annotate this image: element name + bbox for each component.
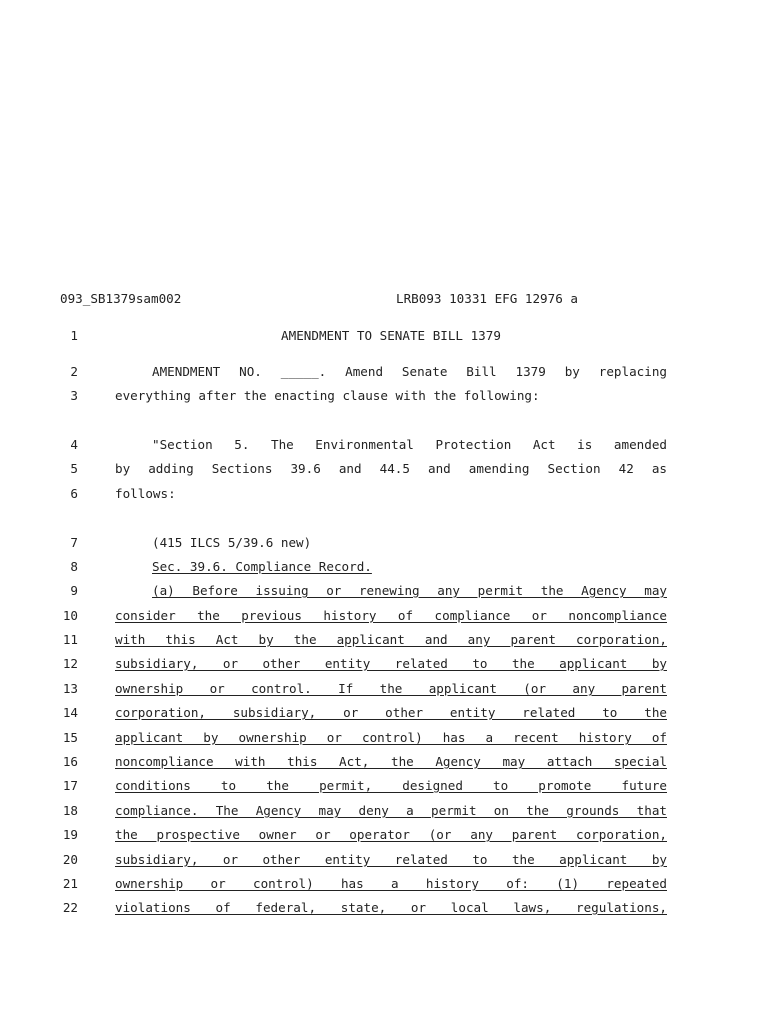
line-text: corporation, subsidiary, or other entity related to the bbox=[115, 705, 667, 720]
line-number: 14 bbox=[62, 705, 78, 720]
line-text: violations of federal, state, or local laws, regulations, bbox=[115, 900, 667, 915]
document-line bbox=[0, 326, 770, 346]
document-line bbox=[0, 533, 770, 553]
line-number: 22 bbox=[62, 900, 78, 915]
document-line bbox=[0, 557, 770, 577]
line-number: 5 bbox=[70, 461, 78, 476]
line-number: 18 bbox=[62, 803, 78, 818]
line-text: with this Act by the applicant and any parent corporation, bbox=[115, 632, 667, 647]
document-line bbox=[0, 435, 770, 455]
line-number: 19 bbox=[62, 827, 78, 842]
document-line bbox=[0, 801, 770, 821]
line-text: ownership or control) has a history of: (1) repeated bbox=[115, 876, 667, 891]
document-line bbox=[0, 898, 770, 918]
line-text: ownership or control. If the applicant (or any parent bbox=[115, 681, 667, 696]
line-text: subsidiary, or other entity related to the applicant by bbox=[115, 852, 667, 867]
document-line bbox=[0, 386, 770, 406]
line-number: 15 bbox=[62, 730, 78, 745]
document-line bbox=[0, 874, 770, 894]
line-number: 7 bbox=[70, 535, 78, 550]
line-text: subsidiary, or other entity related to the applicant by bbox=[115, 656, 667, 671]
line-text: applicant by ownership or control) has a recent history of bbox=[115, 730, 667, 745]
line-text: the prospective owner or operator (or any parent corporation, bbox=[115, 827, 667, 842]
document-line bbox=[0, 679, 770, 699]
line-number: 12 bbox=[62, 656, 78, 671]
line-number: 16 bbox=[62, 754, 78, 769]
line-text: (a) Before issuing or renewing any permit the Agency may bbox=[152, 583, 667, 598]
line-number: 21 bbox=[62, 876, 78, 891]
document-line bbox=[0, 459, 770, 479]
line-number: 3 bbox=[70, 388, 78, 403]
document-line bbox=[0, 484, 770, 504]
line-number: 11 bbox=[62, 632, 78, 647]
line-number: 8 bbox=[70, 559, 78, 574]
line-number: 2 bbox=[70, 364, 78, 379]
line-text: by adding Sections 39.6 and 44.5 and amending Section 42 as bbox=[115, 461, 667, 476]
line-number: 4 bbox=[70, 437, 78, 452]
document-line bbox=[0, 606, 770, 626]
line-number: 10 bbox=[62, 608, 78, 623]
document-line bbox=[0, 703, 770, 723]
line-number: 20 bbox=[62, 852, 78, 867]
section-heading: Sec. 39.6. Compliance Record. bbox=[152, 559, 372, 574]
line-text: "Section 5. The Environmental Protection Act is amended bbox=[152, 437, 667, 452]
statute-citation: (415 ILCS 5/39.6 new) bbox=[152, 535, 312, 550]
line-text: noncompliance with this Act, the Agency may attach special bbox=[115, 754, 667, 769]
document-id: 093_SB1379sam002 bbox=[60, 291, 182, 306]
document-line bbox=[0, 581, 770, 601]
document-line bbox=[0, 825, 770, 845]
line-text: compliance. The Agency may deny a permit on the grounds that bbox=[115, 803, 667, 818]
document-line bbox=[0, 630, 770, 650]
line-text: AMENDMENT NO. _____. Amend Senate Bill 1379 by replacing bbox=[152, 364, 667, 379]
line-text: follows: bbox=[115, 486, 176, 501]
line-number: 13 bbox=[62, 681, 78, 696]
line-number: 6 bbox=[70, 486, 78, 501]
line-number: 1 bbox=[70, 328, 78, 343]
document-line bbox=[0, 850, 770, 870]
amendment-title: AMENDMENT TO SENATE BILL 1379 bbox=[281, 328, 501, 343]
document-line bbox=[0, 776, 770, 796]
document-line bbox=[0, 362, 770, 382]
line-number: 17 bbox=[62, 778, 78, 793]
line-text: consider the previous history of compliance or noncompliance bbox=[115, 608, 667, 623]
document-line bbox=[0, 752, 770, 772]
lrb-number: LRB093 10331 EFG 12976 a bbox=[396, 291, 578, 306]
line-text: everything after the enacting clause with the following: bbox=[115, 388, 540, 403]
line-number: 9 bbox=[70, 583, 78, 598]
document-line bbox=[0, 728, 770, 748]
line-text: conditions to the permit, designed to promote future bbox=[115, 778, 667, 793]
document-line bbox=[0, 654, 770, 674]
